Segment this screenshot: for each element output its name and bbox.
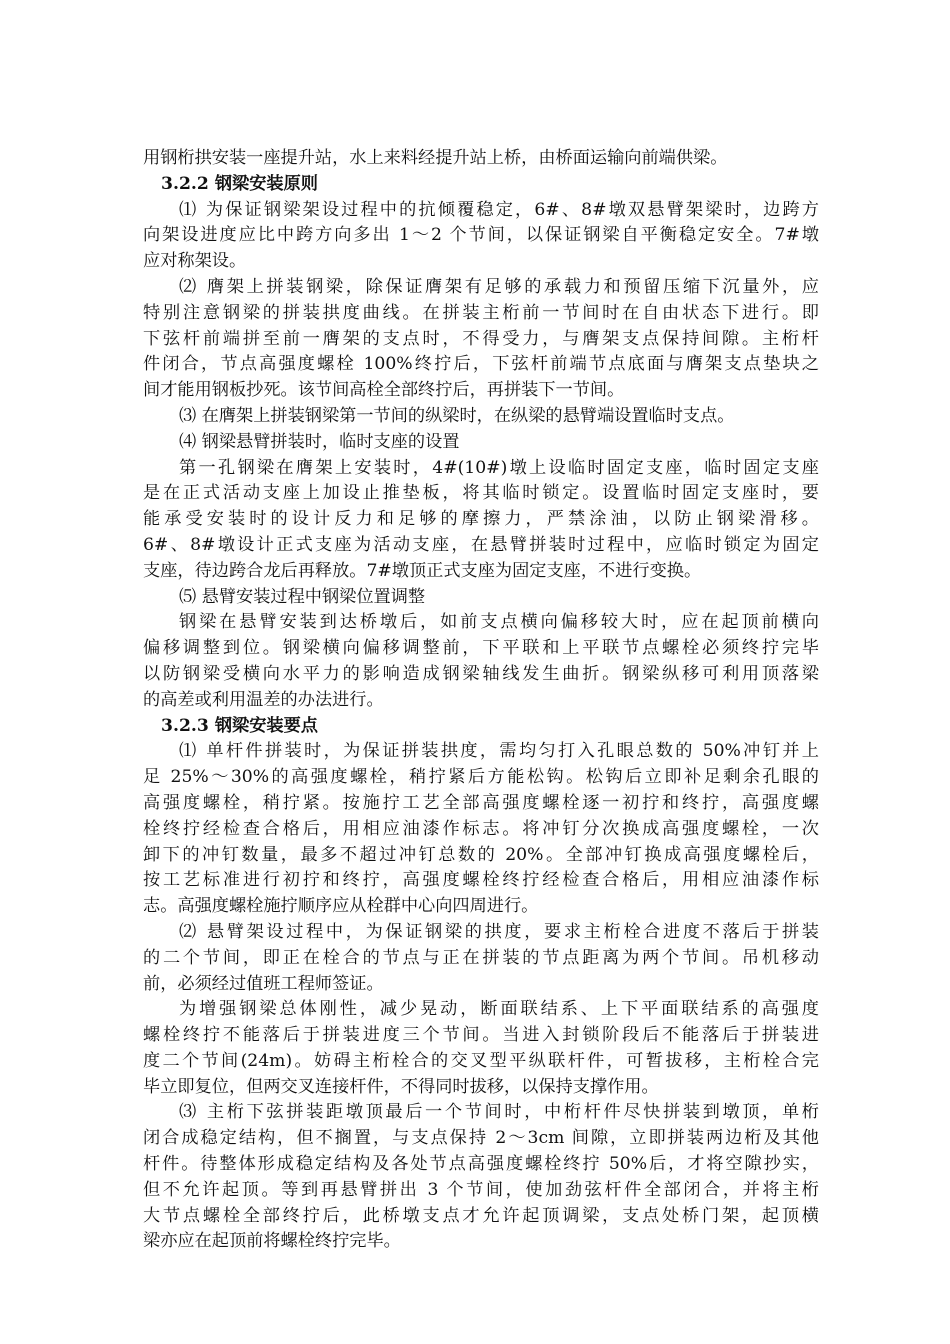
text-line: 用钢桁拱安装一座提升站，水上来料经提升站上桥，由桥面运输向前端供梁。 (143, 148, 728, 168)
text-line: 卸下的冲钉数量，最多不超过冲钉总数的 20%。全部冲钉换成高强度螺栓后， (143, 844, 819, 865)
text-line: 前，必须经过值班工程师签证。 (143, 973, 384, 994)
text-line: ⑵ 悬臂架设过程中，为保证钢梁的拱度，要求主桁栓合进度不落后于拼装 (179, 921, 819, 942)
text-line: ⑴ 单杆件拼装时，为保证拼装拱度，需均匀打入孔眼总数的 50%冲钉并上 (179, 741, 819, 762)
text-line: ⑴ 为保证钢梁架设过程中的抗倾覆稳定，6#、8#墩双悬臂架梁时，边跨方 (179, 199, 819, 220)
text-line: 下弦杆前端拼至前一膺架的支点时，不得受力，与膺架支点保持间隙。主桁杆 (143, 328, 819, 349)
text-line: ⑶ 主桁下弦拼装距墩顶最后一个节间时，中桁杆件尽快拼装到墩顶，单桁 (179, 1102, 819, 1123)
text-line: 特别注意钢梁的拼装拱度曲线。在拼装主桁前一节间时在自由状态下进行。即 (143, 302, 819, 323)
text-line: ⑷ 钢梁悬臂拼装时，临时支座的设置 (179, 431, 460, 452)
document-body (143, 146, 819, 1255)
text-line: 闭合成稳定结构，但不搁置，与支点保持 2～3cm 间隙，立即拼装两边桁及其他 (143, 1128, 819, 1149)
text-line: 向架设进度应比中跨方向多出 1～2 个节间，以保证钢梁自平衡稳定安全。7#墩 (143, 225, 819, 246)
text-line: 是在正式活动支座上加设止推垫板，将其临时锁定。设置临时固定支座时，要 (143, 483, 819, 504)
text-line: 大节点螺栓全部终拧后，此桥墩支点才允许起顶调梁，支点处桥门架，起顶横 (143, 1205, 819, 1226)
text-line: ⑸ 悬臂安装过程中钢梁位置调整 (179, 586, 426, 607)
text-line: 梁亦应在起顶前将螺栓终拧完毕。 (143, 1231, 401, 1252)
text-line: 足 25%～30%的高强度螺栓，稍拧紧后方能松钩。松钩后立即补足剩余孔眼的 (143, 767, 819, 788)
text-line: 支座，待边跨合龙后再释放。7#墩顶正式支座为固定支座，不进行变换。 (143, 560, 702, 581)
text-line: 毕立即复位，但两交叉连接杆件，不得同时拔移，以保持支撑作用。 (143, 1076, 659, 1097)
text-line: 6#、8#墩设计正式支座为活动支座，在悬臂拼装时过程中，应临时锁定为固定 (143, 534, 819, 555)
text-line: 高强度螺栓，稍拧紧。按施拧工艺全部高强度螺栓逐一初拧和终拧，高强度螺 (143, 792, 819, 813)
text-line: 应对称架设。 (143, 251, 247, 272)
text-line: 以防钢梁受横向水平力的影响造成钢梁轴线发生曲折。钢梁纵移可利用顶落梁 (143, 663, 819, 684)
text-line: 间才能用钢板抄死。该节间高栓全部终拧后，再拼装下一节间。 (143, 380, 625, 401)
text-line: 螺栓终拧不能落后于拼装进度三个节间。当进入封锁阶段后不能落后于拼装进 (143, 1025, 819, 1046)
text-line: 偏移调整到位。钢梁横向偏移调整前，下平联和上平联节点螺栓必须终拧完毕 (143, 638, 819, 659)
text-line: 的高差或利用温差的办法进行。 (143, 689, 384, 710)
text-line: 第一孔钢梁在膺架上安装时，4#(10#)墩上设临时固定支座，临时固定支座 (179, 457, 819, 478)
section-heading: 3.2.3 钢梁安装要点 (161, 715, 318, 736)
text-line: 为增强钢梁总体刚性，减少晃动，断面联结系、上下平面联结系的高强度 (179, 999, 819, 1020)
text-line: 能承受安装时的设计反力和足够的摩擦力，严禁涂油，以防止钢梁滑移。 (143, 509, 819, 530)
text-line: ⑶ 在膺架上拼装钢梁第一节间的纵梁时，在纵梁的悬臂端设置临时支点。 (179, 405, 735, 426)
text-line: 杆件。待整体形成稳定结构及各处节点高强度螺栓终拧 50%后，才将空隙抄实， (143, 1154, 819, 1175)
text-line: 的二个节间，即正在栓合的节点与正在拼装的节点距离为两个节间。吊机移动 (143, 947, 819, 968)
text-line: 志。高强度螺栓施拧顺序应从栓群中心向四周进行。 (143, 896, 539, 917)
text-line: 按工艺标准进行初拧和终拧，高强度螺栓终拧经检查合格后，用相应油漆作标 (143, 870, 819, 891)
text-line: 栓终拧经检查合格后，用相应油漆作标志。将冲钉分次换成高强度螺栓，一次 (143, 818, 819, 839)
text-line: 度二个节间(24m)。妨碍主桁栓合的交叉型平纵联杆件，可暂拔移，主桁栓合完 (143, 1050, 819, 1071)
text-line: 件闭合，节点高强度螺栓 100%终拧后，下弦杆前端节点底面与膺架支点垫块之 (143, 354, 819, 375)
text-line: ⑵ 膺架上拼装钢梁，除保证膺架有足够的承载力和预留压缩下沉量外，应 (179, 276, 819, 297)
text-line: 但不允许起顶。等到再悬臂拼出 3 个节间，使加劲弦杆件全部闭合，并将主桁 (143, 1179, 819, 1200)
text-line: 钢梁在悬臂安装到达桥墩后，如前支点横向偏移较大时，应在起顶前横向 (179, 612, 819, 633)
section-heading: 3.2.2 钢梁安装原则 (161, 173, 318, 194)
